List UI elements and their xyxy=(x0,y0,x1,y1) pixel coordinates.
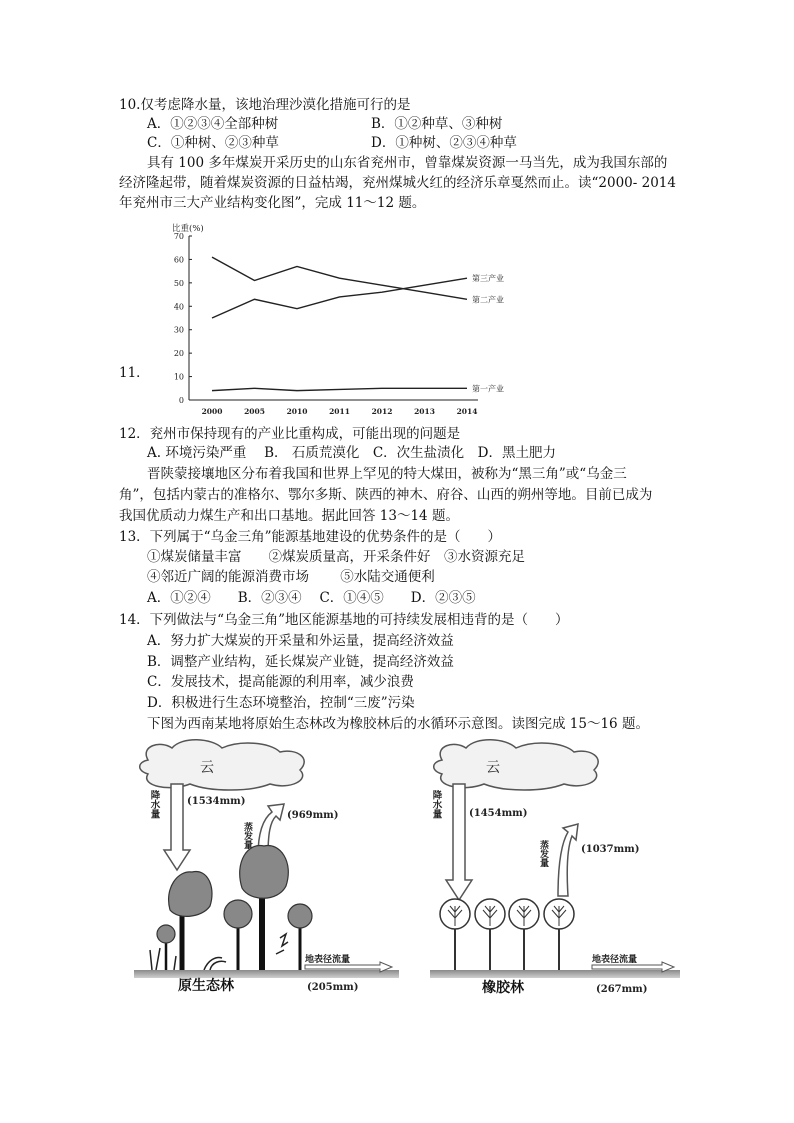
chart-x-tick-label: 2012 xyxy=(371,407,393,416)
right-cloud-label: 云 xyxy=(486,760,500,776)
chart-x-tick-label: 2000 xyxy=(201,407,223,416)
left-runoff-label: 地表径流量 xyxy=(305,955,351,965)
chart-series-line-0 xyxy=(212,278,467,318)
right-runoff-value: (267mm) xyxy=(596,984,648,995)
right-precip-value: (1454mm) xyxy=(469,808,528,819)
q14-stem: 14．下列做法与“乌金三角”地区能源基地的可持续发展相违背的是（ ） xyxy=(119,612,569,628)
right-evap-arrow xyxy=(558,824,578,896)
right-evap-value: (1037mm) xyxy=(581,844,640,855)
left-evap-value: (969mm) xyxy=(287,810,339,821)
chart-y-tick-label: 50 xyxy=(173,278,184,288)
left-panel xyxy=(134,740,399,994)
intro3: 下图为西南某地将原始生态林改为橡胶林后的水循环示意图。读图完成 15～16 题。 xyxy=(147,716,649,732)
q12-options: A. 环境污染严重 B． 石质荒漠化 C．次生盐渍化 D．黑土肥力 xyxy=(147,445,556,461)
intro2-line2: 角”，包括内蒙古的准格尔、鄂尔多斯、陕西的神木、府谷、山西的朔州等地。目前已成为 xyxy=(119,487,653,503)
left-evap-label: 蒸发量 xyxy=(242,822,252,849)
industry-structure-chart xyxy=(160,218,520,424)
chart-y-tick-label: 30 xyxy=(173,325,184,335)
chart-y-tick-label: 0 xyxy=(178,396,184,405)
left-precip-value: (1534mm) xyxy=(187,796,246,807)
q13-item-line1: ①煤炭储量丰富 ②煤炭质量高，开采条件好 ③水资源充足 xyxy=(147,549,525,565)
chart-y-tick-label: 40 xyxy=(173,302,184,312)
q14-option-a: A．努力扩大煤炭的开采量和外运量，提高经济效益 xyxy=(147,633,454,649)
right-precip-arrow xyxy=(446,784,472,900)
right-caption: 橡胶林 xyxy=(482,980,524,996)
q14-option-d: D．积极进行生态环境整治，控制“三废”污染 xyxy=(147,695,415,711)
chart-series-line-2 xyxy=(212,388,467,390)
left-runoff-value: (205mm) xyxy=(307,982,359,993)
rubber-tree-1 xyxy=(440,899,470,970)
intro2-line3: 我国优质动力煤生产和出口基地。据此回答 13～14 题。 xyxy=(119,508,459,524)
q10-option-b: B．①②种草、③种树 xyxy=(371,116,503,132)
right-cloud-icon xyxy=(434,740,598,790)
chart-series-line-1 xyxy=(212,257,467,299)
q13-stem: 13．下列属于“乌金三角”能源基地建设的优势条件的是（ ） xyxy=(119,529,501,545)
right-runoff-label: 地表径流量 xyxy=(592,955,638,965)
chart-x-tick-label: 2013 xyxy=(414,407,435,416)
chart-series-label: 第二产业 xyxy=(472,295,504,305)
left-tree-1 xyxy=(169,871,212,970)
q10-stem: 10.仅考虑降水量，该地治理沙漠化措施可行的是 xyxy=(119,97,411,113)
chart-y-tick-label: 10 xyxy=(173,372,184,382)
rubber-tree-2 xyxy=(475,899,505,970)
chart-x-tick-label: 2010 xyxy=(286,407,308,416)
chart-x-tick-label: 2014 xyxy=(456,407,478,416)
q11-number: 11． xyxy=(119,365,150,381)
left-tree-3 xyxy=(224,900,252,970)
left-tree-5 xyxy=(157,925,175,970)
chart-x-tick-label: 2011 xyxy=(329,407,350,416)
left-ground xyxy=(134,970,399,978)
intro1-line1: 具有 100 多年煤炭开采历史的山东省兖州市，曾靠煤炭资源一马当先，成为我国东部的 xyxy=(147,155,668,171)
q10-option-d: D．①种树、②③④种草 xyxy=(371,135,517,151)
right-evap-label: 蒸发量 xyxy=(538,840,548,867)
chart-y-tick-label: 60 xyxy=(173,255,184,265)
left-precip-label: 降水量 xyxy=(148,790,160,819)
rubber-tree-4 xyxy=(544,899,574,970)
chart-y-axis-label: 比重(%) xyxy=(172,224,204,234)
intro1-line2: 经济隆起带，随着煤炭资源的日益枯竭，兖州煤城火红的经济乐章戛然而止。读“2000- 2014 xyxy=(119,175,676,191)
right-ground xyxy=(430,970,680,978)
intro2-line1: 晋陕蒙接壤地区分布着我国和世界上罕见的特大煤田，被称为“黑三角”或“乌金三 xyxy=(147,466,627,482)
q10-option-c: C．①种树、②③种草 xyxy=(147,135,279,151)
left-caption: 原生态林 xyxy=(178,978,234,994)
water-cycle-diagram xyxy=(130,738,690,1000)
chart-series-label: 第一产业 xyxy=(472,384,504,394)
left-cloud-label: 云 xyxy=(200,760,214,776)
q14-option-b: B．调整产业结构，延长煤炭产业链，提高经济效益 xyxy=(147,654,454,670)
right-precip-label: 降水量 xyxy=(430,790,442,819)
q12-stem: 12．兖州市保持现有的产业比重构成，可能出现的问题是 xyxy=(119,426,461,442)
q10-option-a: A．①②③④全部种树 xyxy=(147,116,279,132)
q13-options: A．①②④ B．②③④ C．①④⑤ D．②③⑤ xyxy=(147,590,476,606)
chart-y-tick-label: 20 xyxy=(173,349,184,359)
chart-series-label: 第三产业 xyxy=(472,274,504,284)
q14-option-c: C．发展技术，提高能源的利用率，减少浪费 xyxy=(147,674,414,690)
chart-x-tick-label: 2005 xyxy=(244,407,265,416)
right-panel xyxy=(430,740,680,996)
intro1-line3: 年兖州市三大产业结构变化图”，完成 11～12 题。 xyxy=(119,195,426,211)
chart-y-tick-label: 70 xyxy=(173,232,184,241)
left-cloud-icon xyxy=(140,740,304,790)
rubber-tree-3 xyxy=(509,899,539,970)
q13-item-line2: ④邻近广阔的能源消费市场 ⑤水陆交通便利 xyxy=(147,569,435,585)
